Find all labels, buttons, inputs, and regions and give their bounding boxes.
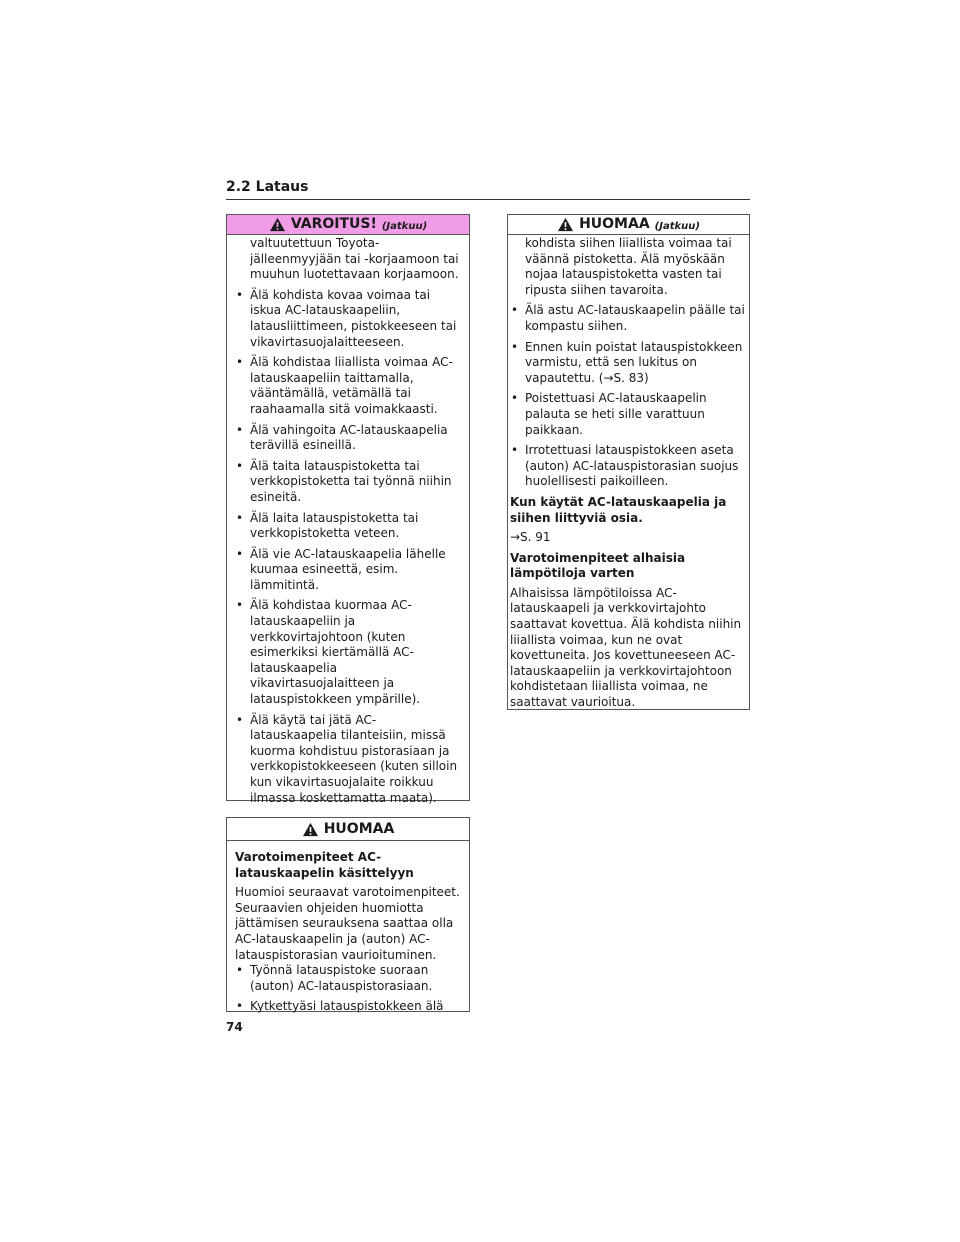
notice-continued-title: HUOMAA: [579, 216, 650, 232]
page-number: 74: [226, 1020, 243, 1034]
warning-item: • Älä vie AC-latauskaapelia lähelle kuumaa esineettä, esim. lämmitintä.: [235, 547, 461, 594]
notice-paragraph: Huomioi seuraavat varotoimenpiteet. Seuraavien ohjeiden huomiotta jättämisen seurauksena saattaa olla AC-latauskaapelin ja (auton) AC-latauspistorasian vaurioituminen.: [235, 885, 460, 962]
section-title: 2.2 Lataus: [226, 179, 309, 195]
notice-item: • Kytkettyäsi latauspistokkeen älä: [235, 999, 461, 1015]
warning-item: • Älä käytä tai jätä AC-latauskaapelia tilanteisiin, missä kuorma kohdistuu pistorasiaan ja verkkopistokkeeseen (kuten silloin kun vikavirtasuojalaite roikkuu ilmassa koskettamatta maata).: [235, 713, 461, 807]
notice-box-header: [227, 818, 469, 841]
warning-triangle-icon: [302, 822, 319, 837]
warning-triangle-icon: [269, 217, 286, 232]
warning-item: • Älä kohdistaa kuormaa AC-latauskaapeliin ja verkkovirtajohtoon (kuten esimerkiksi kiertämällä AC-latauskaapelia vikavirtasuojalaitteen ja latauspistokkeen ympärille).: [235, 598, 461, 707]
warning-item: • Älä vahingoita AC-latauskaapelia terävillä esineillä.: [235, 423, 461, 454]
warning-box: [226, 214, 470, 805]
warning-item: • Älä taita latauspistoketta tai verkkopistoketta tai työnnä niihin esineitä.: [235, 459, 461, 506]
notice-continued-heading-1: Kun käytät AC-latauskaapelia ja siihen liittyviä osia.: [510, 494, 727, 525]
notice-heading: Varotoimenpiteet AC-latauskaapelin käsittelyyn: [235, 850, 414, 880]
notice-continued-item: • Irrotettuasi latauspistokkeen aseta (auton) AC-latauspistorasian suojus huolellisesti paikoilleen.: [510, 443, 745, 490]
notice-continued-suffix: (Jatkuu): [654, 220, 700, 232]
warning-box-header: [227, 215, 469, 235]
notice-continued-intro: kohdista siihen liiallista voimaa tai väännä pistoketta. Älä myöskään nojaa latauspistoketta vasten tai ripusta siihen tavaroita.: [525, 236, 732, 297]
notice-continued-item: • Älä astu AC-latauskaapelin päälle tai kompastu siihen.: [510, 303, 745, 334]
warning-list: [235, 288, 461, 806]
warning-item: • Älä kohdistaa liiallista voimaa AC-latauskaapeliin taittamalla, vääntämällä, vetämällä tai raahaamalla sitä voimakkaasti.: [235, 355, 461, 417]
notice-continued-list: [510, 303, 745, 490]
warning-item: • Älä laita latauspistoketta tai verkkopistoketta veteen.: [235, 511, 461, 542]
notice-continued-heading-2: Varotoimenpiteet alhaisia lämpötiloja varten: [510, 550, 686, 581]
page-reference-link[interactable]: →S. 91: [510, 530, 551, 545]
warning-intro: valtuutettuun Toyota-jälleenmyyjään tai -korjaamoon tai muuhun luotettavaan korjaamoon.: [250, 236, 459, 282]
section-header: [226, 178, 750, 200]
notice-box-title: HUOMAA: [323, 820, 395, 837]
warning-item: • Älä kohdista kovaa voimaa tai iskua AC-latauskaapeliin, latausliittimeen, pistokkeeseen tai vikavirtasuojalaitteeseen.: [235, 288, 461, 350]
notice-box-continued: [507, 214, 750, 710]
notice-list: [235, 963, 461, 1015]
notice-continued-item: • Ennen kuin poistat latauspistokkeen varmistu, että sen lukitus on vapautettu. (→S. 83): [510, 340, 745, 387]
notice-item: • Työnnä latauspistoke suoraan (auton) AC-latauspistorasiaan.: [235, 963, 461, 994]
notice-continued-header: [508, 215, 749, 235]
warning-box-suffix: (Jatkuu): [381, 220, 428, 232]
notice-box: [226, 817, 470, 1012]
warning-triangle-icon: [557, 217, 574, 232]
notice-continued-paragraph: Alhaisissa lämpötiloissa AC-latauskaapeli ja verkkovirtajohto saattavat kovettua. Älä kohdista niihin liiallista voimaa, kun ne ovat kovettuneita. Jos kovettuneeseen AC-latauskaapeliin ja verkkovirtajohtoon kohdistetaan liiallista voimaa, ne saattavat vaurioitua.: [510, 585, 742, 710]
warning-box-title: VAROITUS!: [290, 216, 377, 232]
notice-continued-item: • Poistettuasi AC-latauskaapelin palauta se heti sille varattuun paikkaan.: [510, 391, 745, 438]
